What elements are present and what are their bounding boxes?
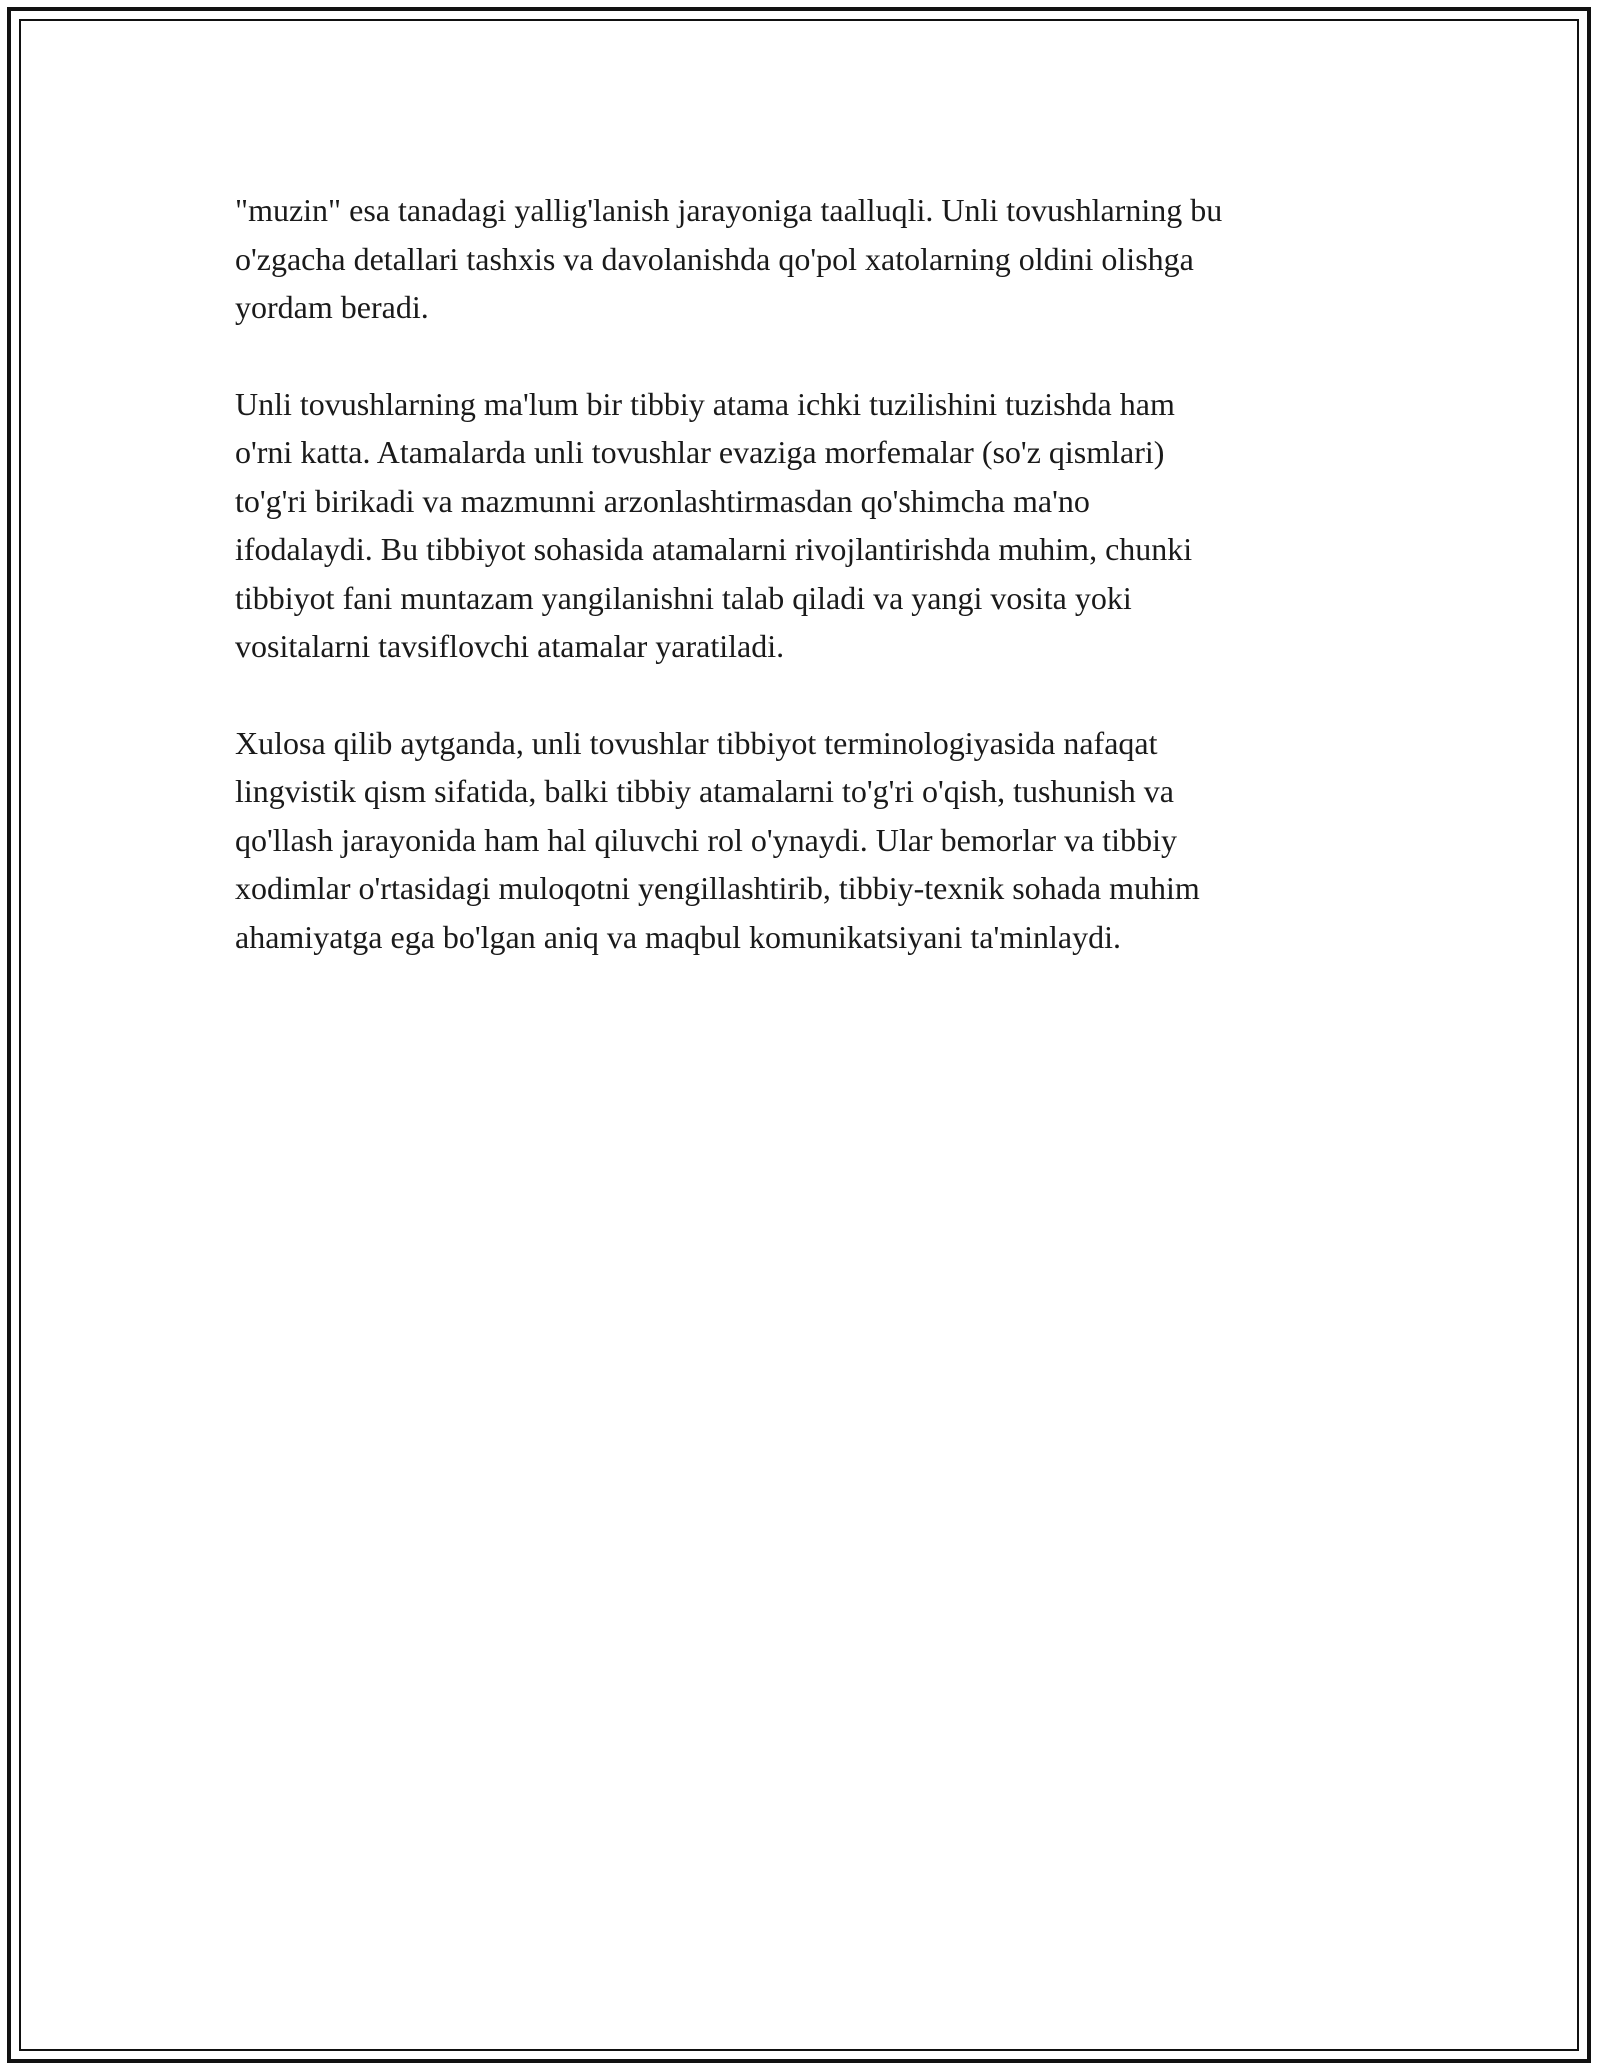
paragraph-3: Xulosa qilib aytganda, unli tovushlar tibbiyot terminologiyasida nafaqat lingvistik qism sifatida, balki tibbiy atamalarni to'g'ri o'qish, tushunish va qo'llash jarayonida ham hal qiluvchi rol o'ynaydi. Ular bemorlar va tibbiy xodimlar o'rtasidagi muloqotni yengillashtirib, tibbiy-texnik sohada muhim ahamiyatga ega bo'lgan aniq va maqbul komunikatsiyani ta'minlaydi. <box>235 724 1200 955</box>
document-body <box>235 186 1385 1009</box>
paragraph-1: "muzin" esa tanadagi yallig'lanish jarayoniga taalluqli. Unli tovushlarning bu o'zgacha detallari tashxis va davolanishda qo'pol xatolarning oldini olishga yordam beradi. <box>235 192 1223 325</box>
paragraph-2: Unli tovushlarning ma'lum bir tibbiy atama ichki tuzilishini tuzishda ham o'rni katta. Atamalarda unli tovushlar evaziga morfemalar (so'z qismlari) to'g'ri birikadi va mazmunni arzonlashtirmasdan qo'shimcha ma'no ifodalaydi. Bu tibbiyot sohasida atamalarni rivojlantirishda muhim, chunki tibbiyot fani muntazam yangilanishni talab qiladi va yangi vosita yoki vositalarni tavsiflovchi atamalar yaratiladi. <box>235 385 1193 664</box>
